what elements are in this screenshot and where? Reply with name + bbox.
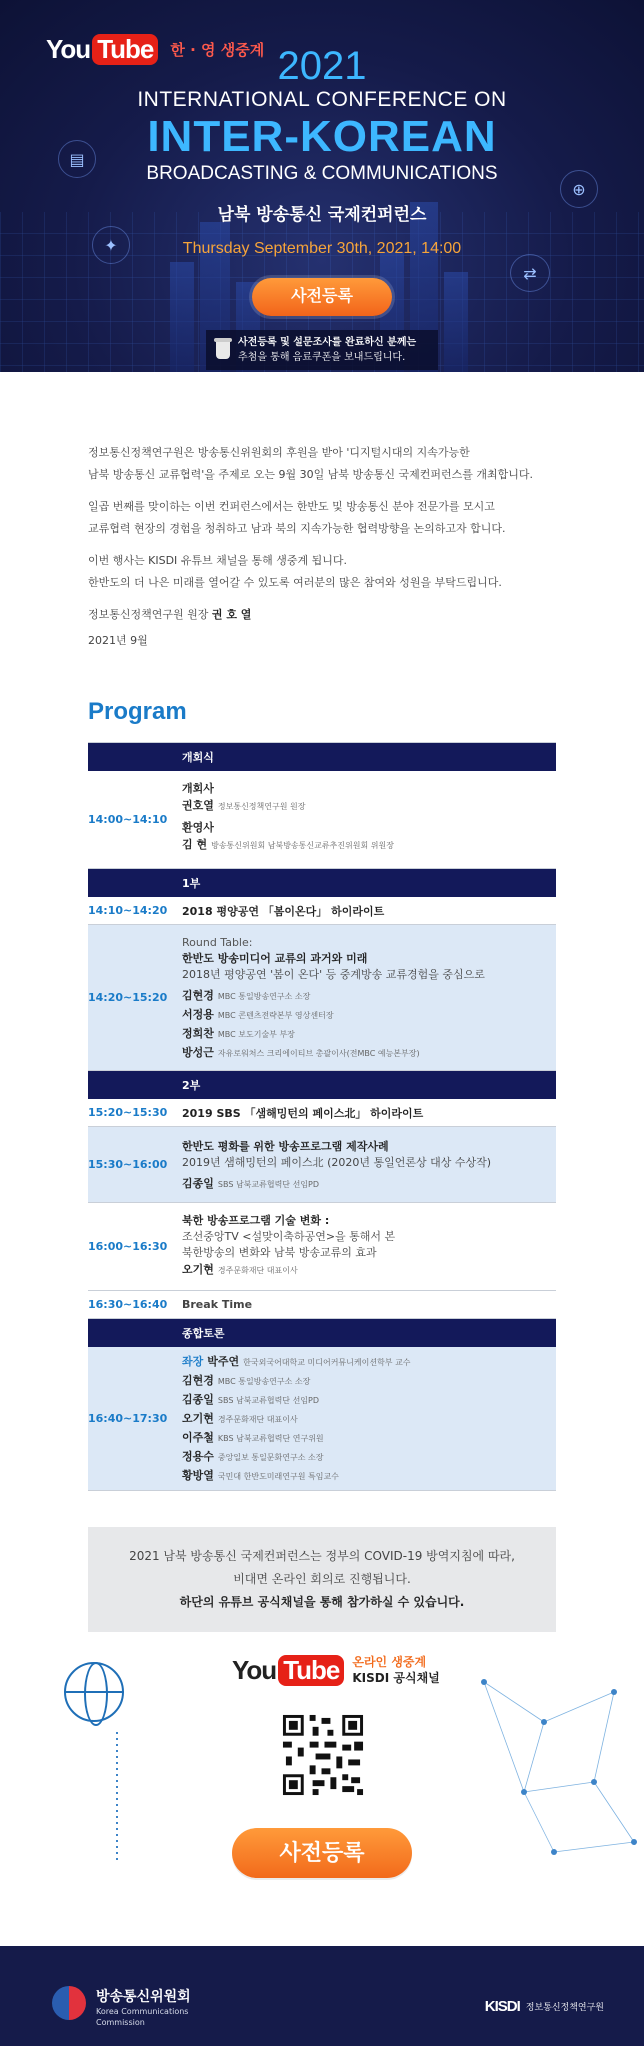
session-title: 북한 방송프로그램 기술 변화 : xyxy=(182,1214,330,1227)
speaker-role: MBC 통일방송연구소 소장 xyxy=(217,992,311,1001)
speaker-name: 이주철 xyxy=(182,1431,214,1444)
online-notice-line-2: 비대면 온라인 회의로 진행됩니다. xyxy=(233,1572,411,1586)
kisdi-mark: KISDI xyxy=(484,1998,520,2015)
kisdi-name: 정보통신정책연구원 xyxy=(525,2003,604,2013)
speaker-role: 국민대 한반도미래연구원 특임교수 xyxy=(217,1472,339,1481)
signature-title: 정보통신정책연구원 원장 xyxy=(88,608,212,621)
session-cell xyxy=(182,771,556,868)
speaker-name: 오기현 xyxy=(182,1412,214,1425)
session-cell xyxy=(182,1127,556,1202)
speaker-name: 방성근 xyxy=(182,1046,214,1059)
title-line-2: INTER-KOREAN xyxy=(147,112,497,161)
footer xyxy=(0,1946,644,2046)
speaker-role: SBS 남북교류협력단 선임PD xyxy=(217,1180,320,1189)
intro-p2-line-2: 교류협력 현장의 경험을 청취하고 남과 북의 지속가능한 협력방향을 논의하고자 합니다. xyxy=(88,522,506,535)
speaker xyxy=(182,987,556,1006)
speaker xyxy=(182,1429,556,1448)
time-cell: 15:30~16:00 xyxy=(88,1158,168,1171)
speaker xyxy=(182,1353,556,1372)
signature-date: 2021년 9월 xyxy=(88,634,148,647)
speaker xyxy=(182,1467,556,1486)
speaker xyxy=(182,797,556,816)
kcc-name-korean: 방송통신위원회 xyxy=(96,1989,191,2005)
section-header-part2: 2부 xyxy=(88,1071,556,1099)
speaker-role: 경주문화재단 대표이사 xyxy=(217,1415,298,1424)
speaker xyxy=(182,1175,556,1194)
time-cell: 16:30~16:40 xyxy=(88,1298,168,1311)
time-cell: 16:40~17:30 xyxy=(88,1412,168,1425)
section-header-discussion: 종합토론 xyxy=(88,1319,556,1347)
time-cell: 14:00~14:10 xyxy=(88,813,168,826)
time-cell: 14:20~15:20 xyxy=(88,991,168,1004)
online-notice-line-3: 하단의 유튜브 공식채널을 통해 참가하실 수 있습니다. xyxy=(179,1595,465,1609)
speaker xyxy=(182,1391,556,1410)
coupon-notice-line-2: 추첨을 통해 음료쿠폰을 보내드립니다. xyxy=(238,352,406,363)
online-notice-line-1: 2021 남북 방송통신 국제컨퍼런스는 정부의 COVID-19 방역지침에 따라, xyxy=(129,1549,515,1563)
session-cell: 2019 SBS 「샘해밍턴의 페이스北」 하이라이트 xyxy=(182,1106,424,1120)
speaker xyxy=(182,836,556,855)
speaker xyxy=(182,1410,556,1429)
speaker-role: MBC 통일방송연구소 소장 xyxy=(217,1377,311,1386)
speaker-name: 권호열 xyxy=(182,799,214,812)
satellite-icon: ⊕ xyxy=(560,170,598,208)
session-subtitle: 조선중앙TV <설맞이축하공연>을 통해서 본 xyxy=(182,1230,396,1243)
register-button-top[interactable]: 사전등록 xyxy=(252,278,392,316)
table-row xyxy=(88,1203,556,1291)
speaker-name: 김종일 xyxy=(182,1177,214,1190)
speaker-role: 자유로워처스 크리에이티브 총괄이사(전MBC 예능본부장) xyxy=(217,1049,420,1058)
speaker-name: 박주연 xyxy=(207,1355,240,1368)
session-subtitle: 북한방송의 변화와 남북 방송교류의 효과 xyxy=(182,1246,377,1259)
chair-label: 좌장 xyxy=(182,1355,204,1368)
signature xyxy=(88,604,568,626)
speaker-name: 서정용 xyxy=(182,1008,214,1021)
speaker-role: KBS 남북교류협력단 연구위원 xyxy=(217,1434,324,1443)
intro-paragraph-1 xyxy=(88,442,568,486)
table-row xyxy=(88,1291,556,1319)
time-cell: 14:10~14:20 xyxy=(88,904,168,917)
document-icon: ▤ xyxy=(58,140,96,178)
speaker-name: 정용수 xyxy=(182,1450,214,1463)
youtube-channel-logo[interactable] xyxy=(232,1654,440,1686)
qr-code-icon[interactable] xyxy=(280,1712,366,1798)
title-korean: 남북 방송통신 국제컨퍼런스 xyxy=(217,205,427,225)
session-title: 한반도 평화를 위한 방송프로그램 제작사례 xyxy=(182,1140,389,1153)
register-button-bottom[interactable]: 사전등록 xyxy=(232,1828,412,1878)
globe-icon xyxy=(64,1662,124,1722)
speaker xyxy=(182,1044,556,1063)
channel-section xyxy=(0,1632,644,1922)
speaker-name: 김현경 xyxy=(182,989,214,1002)
speaker-name: 오기현 xyxy=(182,1263,214,1276)
speaker xyxy=(182,1261,556,1280)
table-row xyxy=(88,897,556,925)
youtube-logo-you: You xyxy=(232,1654,277,1685)
conference-year: 2021 xyxy=(277,44,367,88)
coupon-notice-text xyxy=(238,335,416,365)
intro-p3-line-2: 한반도의 더 나은 미래를 열어갈 수 있도록 여러분의 많은 참여와 성원을 부탁드립니다. xyxy=(88,576,502,589)
session-cell: 2018 평양공연 「봄이온다」 하이라이트 xyxy=(182,904,385,918)
speaker-role: 경주문화재단 대표이사 xyxy=(217,1266,298,1275)
session-subtitle: 2018년 평양공연 '봄이 온다' 등 중계방송 교류경험을 중심으로 xyxy=(182,968,485,981)
table-row xyxy=(88,925,556,1071)
signature-name: 권 호 열 xyxy=(211,608,252,621)
kcc-name-english: Korea Communications Commission xyxy=(96,2007,189,2027)
title-line-1: INTERNATIONAL CONFERENCE ON xyxy=(137,88,507,111)
speaker xyxy=(182,1448,556,1467)
session-cell xyxy=(182,1347,556,1490)
intro-paragraph-3 xyxy=(88,550,568,594)
speaker xyxy=(182,1025,556,1044)
event-date: Thursday September 30th, 2021, 14:00 xyxy=(182,240,462,257)
channel-label xyxy=(352,1654,439,1686)
section-header-opening: 개회식 xyxy=(88,743,556,771)
youtube-logo-tube: Tube xyxy=(278,1655,344,1686)
coupon-notice-line-1: 사전등록 및 설문조사를 완료하신 분께는 xyxy=(238,337,417,348)
cup-icon xyxy=(216,341,230,359)
speaker-role: SBS 남북교류협력단 선임PD xyxy=(217,1396,320,1405)
section-header-part1: 1부 xyxy=(88,869,556,897)
speaker-name: 황방열 xyxy=(182,1469,214,1482)
session-label: Round Table: xyxy=(182,936,253,949)
online-live-label: 온라인 생중계 xyxy=(352,1655,427,1669)
live-language-label: 한 · 영 생중계 xyxy=(170,41,265,59)
session-cell: Break Time xyxy=(182,1298,253,1311)
time-cell: 15:20~15:30 xyxy=(88,1106,168,1119)
table-row xyxy=(88,771,556,869)
time-cell: 16:00~16:30 xyxy=(88,1240,168,1253)
speaker-role: 정보통신정책연구원 원장 xyxy=(217,802,306,811)
session-title: 한반도 방송미디어 교류의 과거와 미래 xyxy=(182,952,368,965)
table-row xyxy=(88,1127,556,1203)
program-table xyxy=(88,742,556,1491)
dotted-line-decoration xyxy=(116,1732,118,1862)
speaker-name: 정희찬 xyxy=(182,1027,214,1040)
youtube-logo-tube: Tube xyxy=(92,34,158,65)
session-cell xyxy=(182,925,556,1070)
speaker xyxy=(182,1006,556,1025)
speaker xyxy=(182,1372,556,1391)
dish-icon: ✦ xyxy=(92,226,130,264)
speaker-role: 한국외국어대학교 미디어커뮤니케이션학부 교수 xyxy=(243,1358,411,1367)
speaker-name: 김종일 xyxy=(182,1393,214,1406)
kcc-logo-icon xyxy=(52,1986,86,2020)
speaker-role: MBC 보도기술부 부장 xyxy=(217,1030,295,1039)
speaker-name: 김 현 xyxy=(182,838,208,851)
intro-message xyxy=(0,372,644,652)
youtube-logo-you: You xyxy=(46,34,91,64)
intro-p1-line-2: 남북 방송통신 교류협력'을 주제로 오는 9월 30일 남북 방송통신 국제컨퍼런스를 개최합니다. xyxy=(88,468,534,481)
speaker-role: 중앙일보 통일문화연구소 소장 xyxy=(217,1453,324,1462)
table-row xyxy=(88,1347,556,1491)
hero-banner xyxy=(0,0,644,372)
table-row xyxy=(88,1099,556,1127)
kisdi-channel-label: KISDI 공식채널 xyxy=(352,1671,440,1685)
intro-p2-line-1: 일곱 번째를 맞이하는 이번 컨퍼런스에서는 한반도 및 방송통신 분야 전문가를 모시고 xyxy=(88,500,495,513)
speaker-name: 김현경 xyxy=(182,1374,214,1387)
session-label: 환영사 xyxy=(182,821,214,834)
coupon-notice xyxy=(206,330,438,370)
intro-p1-line-1: 정보통신정책연구원은 방송통신위원회의 후원을 받아 '디지털시대의 지속가능한 xyxy=(88,446,470,459)
intro-paragraph-2 xyxy=(88,496,568,540)
speaker-role: 방송통신위원회 남북방송통신교류추진위원회 위원장 xyxy=(211,841,394,850)
session-label: 개회사 xyxy=(182,782,214,795)
session-subtitle: 2019년 샘해밍턴의 페이스北 (2020년 통일언론상 대상 수상작) xyxy=(182,1156,492,1169)
online-notice-box xyxy=(88,1527,556,1632)
speaker-role: MBC 콘텐츠전략본부 영상센터장 xyxy=(217,1011,334,1020)
building-shape xyxy=(170,262,194,372)
program-title: Program xyxy=(88,698,187,725)
building-shape xyxy=(444,272,468,372)
intro-p3-line-1: 이번 행사는 KISDI 유튜브 채널을 통해 생중계 됩니다. xyxy=(88,554,348,567)
network-decoration xyxy=(464,1662,644,1862)
title-line-3: BROADCASTING & COMMUNICATIONS xyxy=(146,163,498,184)
session-cell xyxy=(182,1203,556,1290)
people-exchange-icon: ⇄ xyxy=(510,254,550,292)
